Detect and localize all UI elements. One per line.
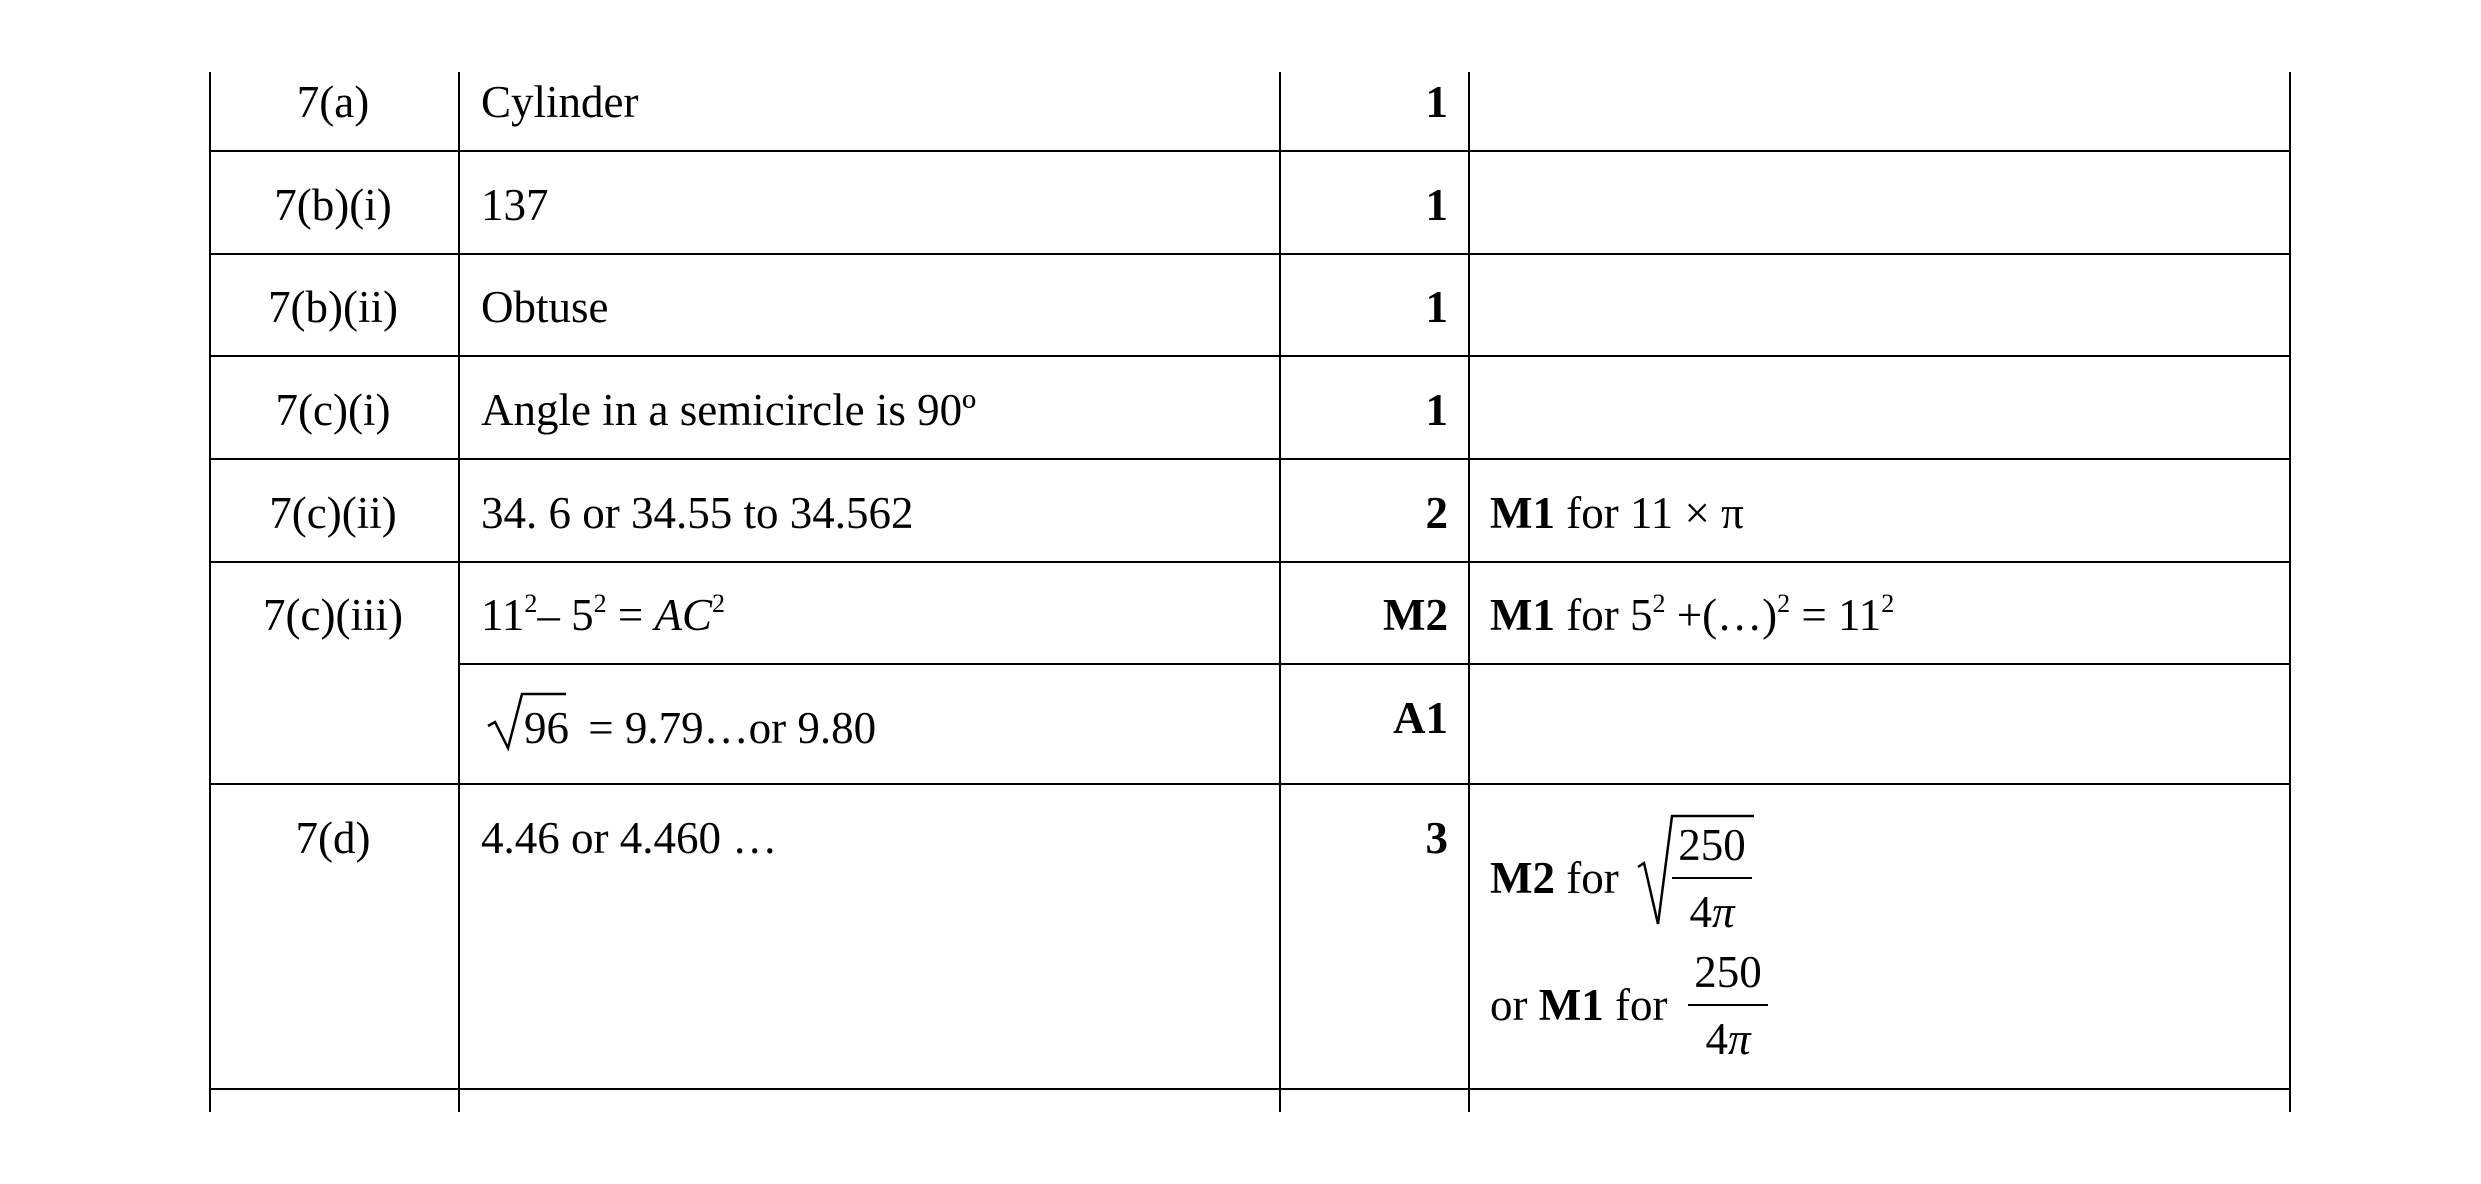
fraction-denominator: 4π [1689,887,1735,937]
answer-variable: AC [654,590,712,640]
grid-line [458,663,2291,665]
guidance-text: for [1554,853,1619,903]
marks: 3 [1425,813,1448,863]
guidance [1490,488,1744,538]
guidance [1490,980,1668,1030]
exponent: 2 [1652,589,1666,618]
answer [488,703,877,753]
grid-line [209,1088,2291,1090]
grid-line [209,458,2291,460]
fraction-denominator: 4π [1705,1014,1751,1064]
question-number: 7(d) [295,813,371,863]
marks: 1 [1425,282,1448,332]
guidance-text: = 11 [1790,590,1882,640]
answer: 137 [481,180,549,230]
radical-sign-icon [486,692,566,752]
mark-code: M1 [1538,980,1604,1030]
guidance [1490,589,1895,640]
exponent: 2 [1777,589,1791,618]
answer: 34. 6 or 34.55 to 34.562 [481,488,914,538]
guidance-text: or [1490,980,1539,1030]
answer-part: = 9.79…or 9.80 [577,703,877,753]
guidance-text: +(…) [1665,590,1778,640]
square-root [488,703,569,753]
answer-part: = [606,590,655,640]
marks: A1 [1393,693,1448,743]
marks: M2 [1383,590,1448,640]
exponent: 2 [712,589,725,618]
marks: 1 [1425,180,1448,230]
answer: 4.46 or 4.460 … [481,813,778,863]
guidance [1490,853,1619,903]
grid-line [1279,72,1281,1112]
answer [481,589,725,640]
mark-code: M1 [1490,488,1555,538]
radicand: 96 [524,703,569,753]
grid-line [209,783,2291,785]
question-number: 7(a) [296,77,370,127]
grid-line [2289,72,2291,1112]
exponent: 2 [524,589,538,618]
grid-line [209,355,2291,357]
grid-line [209,150,2291,152]
marks: 1 [1425,77,1448,127]
answer-part: 11 [481,590,525,640]
grid-line [458,72,460,1112]
fraction-bar [1688,1004,1768,1006]
guidance-text: for 5 [1554,590,1653,640]
fraction-bar [1672,877,1752,879]
grid-line [209,72,211,1112]
fraction-numerator: 250 [1678,820,1746,870]
grid-line [209,561,2291,563]
question-number: 7(b)(ii) [268,282,398,332]
answer: Cylinder [481,77,639,127]
grid-line [209,253,2291,255]
mark-code: M2 [1490,853,1555,903]
marks: 1 [1425,385,1448,435]
answer-part: – 5 [537,590,594,640]
question-number: 7(c)(i) [275,385,391,435]
exponent: 2 [593,589,607,618]
answer: Obtuse [481,282,609,332]
question-number: 7(c)(ii) [269,488,397,538]
question-number: 7(c)(iii) [263,590,403,640]
marks: 2 [1425,488,1448,538]
question-number: 7(b)(i) [274,180,392,230]
mark-code: M1 [1490,590,1555,640]
fraction-numerator: 250 [1694,947,1762,997]
grid-line [1468,72,1470,1112]
guidance-text: for 11 × π [1554,488,1744,538]
exponent: 2 [1881,589,1895,618]
answer: Angle in a semicircle is 90º [481,385,977,435]
guidance-text: for [1603,980,1668,1030]
